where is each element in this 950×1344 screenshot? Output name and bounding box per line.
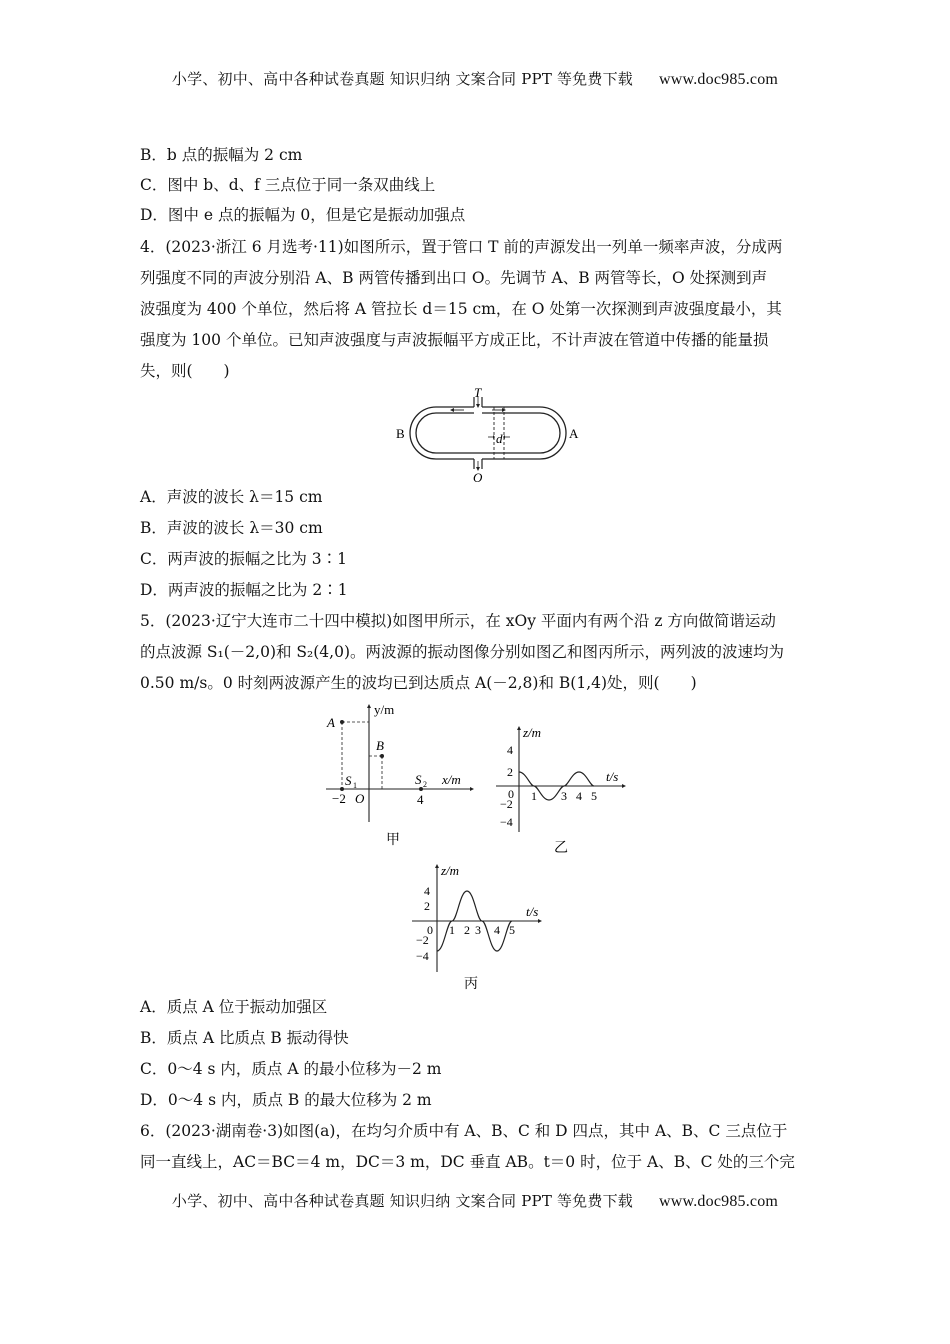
bing-caption: 丙: [464, 977, 478, 992]
jia-S2-sub: 2: [423, 780, 427, 789]
jia-point-B: B: [376, 738, 384, 753]
bing-y-tick-neg2: −2: [416, 933, 429, 947]
q4-pipe-figure: [388, 385, 588, 485]
bing-y-tick-4: 4: [424, 884, 430, 898]
footer-site: www.doc985.com: [659, 1193, 779, 1210]
yi-x-tick-3: 3: [561, 789, 567, 803]
yi-caption: 乙: [554, 841, 568, 854]
jia-S2: S: [415, 772, 422, 787]
bing-x-tick-3: 3: [475, 923, 481, 937]
q5-option-d: D．0～4 s 内，质点 B 的最大位移为 2 m: [140, 1091, 432, 1109]
page-footer: [0, 1190, 950, 1211]
figure-jia: [322, 702, 482, 852]
figure-yi: [492, 714, 632, 854]
page-header: [0, 68, 950, 89]
jia-origin: O: [355, 791, 365, 806]
yi-y-tick-0: 0: [508, 787, 514, 801]
q6-stem-line-2: 同一直线上，AC＝BC＝4 m，DC＝3 m，DC 垂直 AB。t＝0 时，位于 A、B、C 处的三个完: [140, 1153, 795, 1171]
q4-stem-line-4: 强度为 100 个单位。已知声波强度与声波振幅平方成正比，不计声波在管道中传播的能量损: [140, 331, 769, 349]
q4-stem-line-2: 列强度不同的声波分别沿 A、B 两管传播到出口 O。先调节 A、B 两管等长，O 处探测到声: [140, 269, 768, 287]
jia-x-label: x/m: [442, 772, 461, 787]
yi-y-tick-4: 4: [507, 743, 513, 757]
yi-y-tick-neg4: −4: [500, 815, 513, 829]
jia-y-label: y/m: [374, 702, 395, 717]
q4-stem-line-1: 4．(2023·浙江 6 月选考·11)如图所示，置于管口 T 前的声源发出一列单一频率声波，分成两: [140, 238, 783, 256]
q6-stem-line-1: 6．(2023·湖南卷·3)如图(a)，在均匀介质中有 A、B、C 和 D 四点，其中 A、B、C 三点位于: [140, 1122, 788, 1140]
label-O: O: [473, 470, 483, 485]
label-T: T: [474, 385, 482, 400]
jia-tick-4: 4: [417, 792, 424, 807]
yi-y-tick-2: 2: [507, 765, 513, 779]
pipe-diagram: [388, 385, 588, 485]
q5-option-b: B．质点 A 比质点 B 振动得快: [140, 1029, 349, 1047]
bing-x-tick-4: 4: [494, 923, 500, 937]
q3-option-b: B．b 点的振幅为 2 cm: [140, 146, 303, 164]
label-d: d: [496, 431, 503, 446]
q5-stem-line-2: 的点波源 S₁(－2,0)和 S₂(4,0)。两波源的振动图像分别如图乙和图丙所示，两列波的波速均为: [140, 643, 785, 661]
jia-caption: 甲: [386, 833, 400, 848]
yi-y-tick-neg2: −2: [500, 797, 513, 811]
bing-x-tick-1: 1: [449, 923, 455, 937]
yi-x-tick-5: 5: [591, 789, 597, 803]
q5-option-a: A．质点 A 位于振动加强区: [140, 998, 328, 1016]
yi-x-tick-4: 4: [576, 789, 582, 803]
q3-option-c: C．图中 b、d、f 三点位于同一条双曲线上: [140, 176, 436, 194]
q4-option-c: C．两声波的振幅之比为 3∶1: [140, 550, 348, 568]
bing-y-tick-neg4: −4: [416, 949, 429, 963]
q3-option-d: D．图中 e 点的振幅为 0，但是它是振动加强点: [140, 206, 466, 224]
header-site: www.doc985.com: [659, 71, 779, 88]
yi-y-label: z/m: [523, 725, 542, 740]
jia-S1: S: [345, 773, 352, 788]
yi-x-label: t/s: [606, 769, 619, 784]
label-A: A: [569, 426, 579, 441]
bing-y-tick-2: 2: [424, 899, 430, 913]
q5-stem-line-1: 5．(2023·辽宁大连市二十四中模拟)如图甲所示，在 xOy 平面内有两个沿 z 方向做简谐运动: [140, 612, 776, 630]
q4-option-a: A．声波的波长 λ＝15 cm: [140, 488, 323, 506]
header-text: 小学、初中、高中各种试卷真题 知识归纳 文案合同 PPT 等免费下载: [171, 70, 633, 88]
q4-option-b: B．声波的波长 λ＝30 cm: [140, 519, 323, 537]
jia-point-A: A: [327, 715, 335, 730]
bing-x-label: t/s: [526, 904, 539, 919]
bing-y-label: z/m: [441, 863, 460, 878]
q5-option-c: C．0～4 s 内，质点 A 的最小位移为－2 m: [140, 1060, 442, 1078]
jia-tick-neg2: −2: [332, 791, 346, 806]
jia-S1-sub: 1: [353, 781, 357, 790]
bing-y-tick-0: 0: [427, 923, 433, 937]
q4-option-d: D．两声波的振幅之比为 2∶1: [140, 581, 348, 599]
label-B: B: [396, 426, 405, 441]
footer-text: 小学、初中、高中各种试卷真题 知识归纳 文案合同 PPT 等免费下载: [171, 1192, 633, 1210]
q5-stem-line-3: 0.50 m/s。0 时刻两波源产生的波均已到达质点 A(－2,8)和 B(1,4)处，则( ): [140, 674, 697, 692]
bing-x-tick-5: 5: [509, 923, 515, 937]
q4-stem-line-5: 失，则( ): [140, 362, 230, 380]
yi-x-tick-1: 1: [531, 789, 537, 803]
figure-bing: [402, 852, 552, 992]
bing-x-tick-2: 2: [464, 923, 470, 937]
q4-stem-line-3: 波强度为 400 个单位，然后将 A 管拉长 d＝15 cm，在 O 处第一次探测到声波强度最小，其: [140, 300, 782, 318]
